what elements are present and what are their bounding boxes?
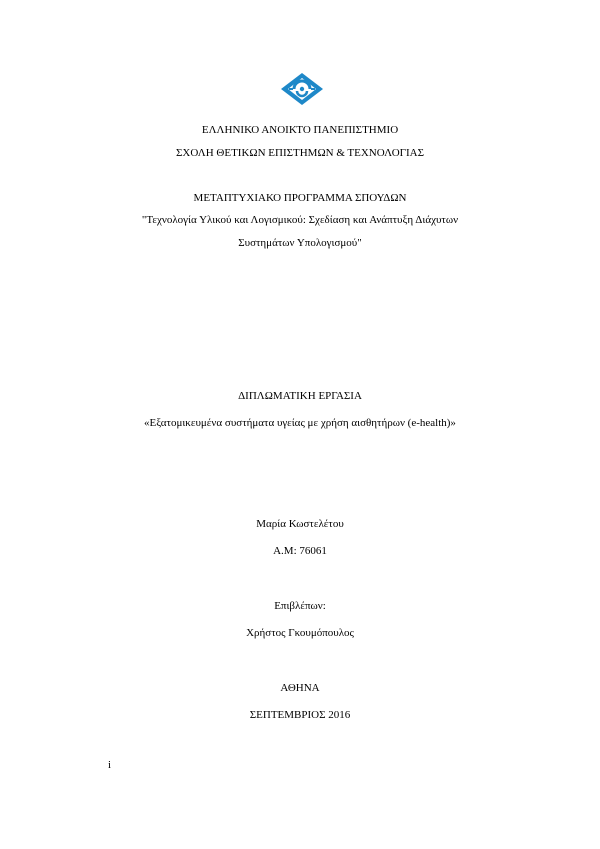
city: ΑΘΗΝΑ	[280, 682, 320, 694]
program-name: ΜΕΤΑΠΤΥΧΙΑΚΟ ΠΡΟΓΡΑΜΜΑ ΣΠΟΥΔΩΝ	[193, 192, 407, 204]
program-title-line2: Συστημάτων Υπολογισμού"	[238, 237, 362, 249]
university-logo	[280, 72, 324, 106]
supervisor-name: Χρήστος Γκουμόπουλος	[246, 627, 354, 639]
thesis-type: ΔΙΠΛΩΜΑΤΙΚΗ ΕΡΓΑΣΙΑ	[238, 390, 362, 402]
date: ΣΕΠΤΕΜΒΡΙΟΣ 2016	[249, 709, 351, 721]
page-number: i	[108, 759, 112, 771]
school-name: ΣΧΟΛΗ ΘΕΤΙΚΩΝ ΕΠΙΣΤΗΜΩΝ & ΤΕΧΝΟΛΟΓΙΑΣ	[175, 147, 425, 159]
university-name: ΕΛΛΗΝΙΚΟ ΑΝΟΙΚΤΟ ΠΑΝΕΠΙΣΤΗΜΙΟ	[201, 124, 399, 136]
supervisor-label: Επιβλέπων:	[274, 600, 326, 612]
author-name: Μαρία Κωστελέτου	[256, 518, 344, 530]
program-title-line1: "Τεχνολογία Υλικού και Λογισμικού: Σχεδίαση και Ανάπτυξη Διάχυτων	[141, 214, 459, 226]
thesis-title: «Εξατομικευμένα συστήματα υγείας με χρήση αισθητήρων (e-health)»	[144, 417, 456, 429]
author-id: Α.Μ: 76061	[273, 545, 327, 557]
